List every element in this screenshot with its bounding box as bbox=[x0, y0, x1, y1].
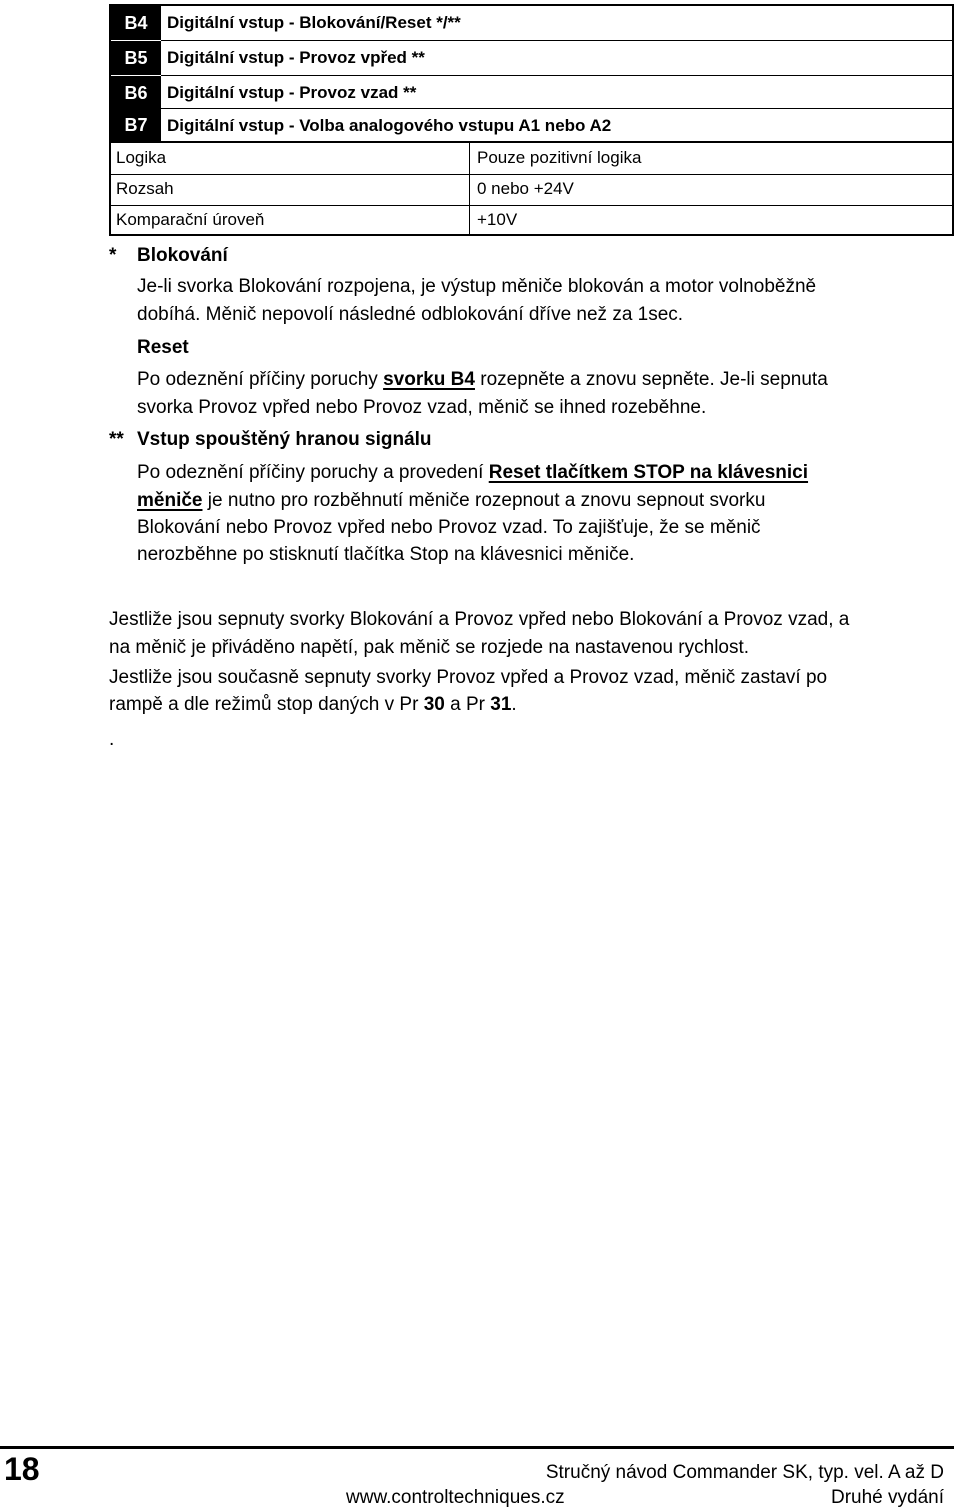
spec-value: +10V bbox=[477, 210, 518, 229]
spec-value: 0 nebo +24V bbox=[477, 179, 574, 198]
note-text: měniče je nutno pro rozběhnutí měniče rozepnout a znovu sepnout svorku bbox=[137, 490, 766, 511]
terminal-row bbox=[111, 76, 952, 110]
note-text: Blokování nebo Provoz vpřed nebo Provoz vzad. To zajišťuje, že se měnič bbox=[137, 517, 761, 538]
page-number: 18 bbox=[4, 1451, 40, 1487]
spec-label: Rozsah bbox=[116, 179, 174, 198]
terminal-row bbox=[111, 6, 952, 40]
body-text: Jestliže jsou současně sepnuty svorky Provoz vpřed a Provoz vzad, měnič zastaví po bbox=[109, 667, 828, 688]
spec-label: Logika bbox=[116, 148, 167, 167]
spec-row bbox=[111, 174, 952, 205]
note-text: Po odeznění příčiny poruchy a provedení Reset tlačítkem STOP na klávesnici bbox=[137, 462, 809, 483]
footer-website: www.controltechniques.cz bbox=[346, 1487, 565, 1508]
terminal-code: B7 bbox=[111, 109, 161, 142]
terminal-row bbox=[111, 41, 952, 75]
terminal-reference: svorku B4 bbox=[383, 369, 475, 390]
note-text: dobíhá. Měnič nepovolí následné odblokování dříve než za 1sec. bbox=[137, 304, 684, 325]
note-text: nerozběhne po stisknutí tlačítka Stop na klávesnici měniče. bbox=[137, 544, 635, 565]
spec-row bbox=[111, 143, 952, 174]
reset-text: svorka Provoz vpřed nebo Provoz vzad, měnič se ihned rozeběhne. bbox=[137, 397, 707, 418]
note-marker: * bbox=[109, 245, 117, 266]
terminal-description: Digitální vstup - Provoz vzad ** bbox=[167, 83, 417, 102]
spec-value: Pouze pozitivní logika bbox=[477, 148, 642, 167]
terminal-code: B6 bbox=[111, 76, 161, 110]
body-text: rampě a dle režimů stop daných v Pr 30 a Pr 31. bbox=[109, 694, 517, 715]
terminal-table bbox=[109, 4, 954, 236]
emphasis: Reset tlačítkem STOP na klávesnici bbox=[488, 462, 809, 483]
emphasis: měniče bbox=[137, 490, 203, 511]
note-heading: Blokování bbox=[137, 245, 228, 266]
note-marker: ** bbox=[109, 429, 124, 450]
body-text: na měnič je přiváděno napětí, pak měnič se rozjede na nastavenou rychlost. bbox=[109, 637, 750, 658]
terminal-code: B4 bbox=[111, 6, 161, 40]
terminal-description: Digitální vstup - Volba analogového vstupu A1 nebo A2 bbox=[167, 115, 612, 135]
body-text: Jestliže jsou sepnuty svorky Blokování a Provoz vpřed nebo Blokování a Provoz vzad, a bbox=[109, 609, 850, 630]
reset-text: Po odeznění příčiny poruchy svorku B4 rozepněte a znovu sepněte. Je-li sepnuta bbox=[137, 369, 828, 390]
terminal-row bbox=[111, 109, 952, 142]
footer-rule bbox=[0, 1446, 954, 1449]
terminal-description: Digitální vstup - Blokování/Reset */** bbox=[167, 13, 461, 32]
footer-title: Stručný návod Commander SK, typ. vel. A až D bbox=[545, 1462, 944, 1483]
spec-row bbox=[111, 205, 952, 236]
body-text: . bbox=[109, 729, 115, 750]
footer-edition: Druhé vydání bbox=[830, 1487, 944, 1508]
note-heading: Vstup spouštěný hranou signálu bbox=[137, 429, 432, 450]
note-text: Je-li svorka Blokování rozpojena, je výstup měniče blokován a motor volnoběžně bbox=[137, 276, 817, 297]
terminal-description: Digitální vstup - Provoz vpřed ** bbox=[167, 48, 425, 67]
spec-label: Komparační úroveň bbox=[116, 210, 265, 229]
terminal-code: B5 bbox=[111, 41, 161, 75]
reset-heading: Reset bbox=[137, 337, 189, 358]
